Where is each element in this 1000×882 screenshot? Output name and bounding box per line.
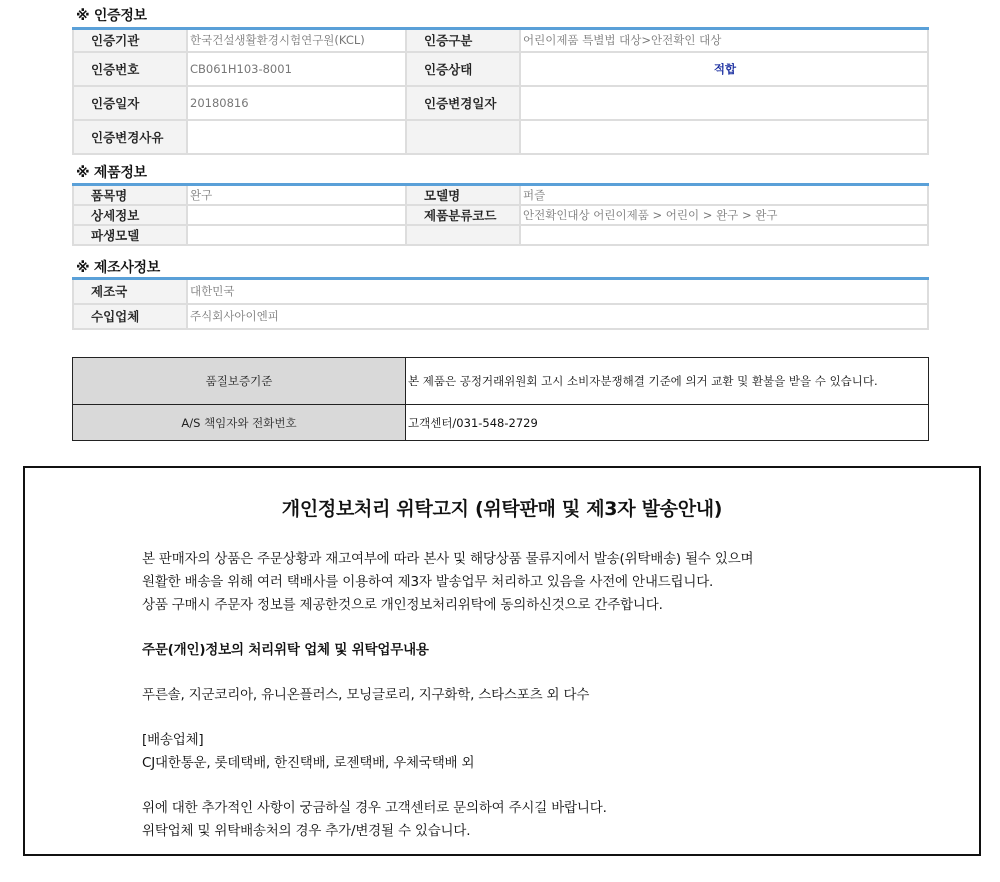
spacer	[142, 707, 753, 729]
notice-body	[142, 548, 753, 843]
label-importer: 수입업체	[73, 304, 187, 329]
label-cert-date: 인증일자	[73, 86, 187, 120]
spacer	[142, 775, 753, 797]
label-cert-status: 인증상태	[406, 52, 520, 86]
value-category-code: 안전확인대상 어린이제품 > 어린이 > 완구 > 완구	[520, 205, 928, 225]
section-title-manufacturer: ※ 제조사정보	[76, 260, 161, 276]
notice-title: 개인정보처리 위탁고지 (위탁판매 및 제3자 발송안내)	[281, 498, 723, 520]
cert-status-value: 적합	[713, 61, 737, 76]
value-cert-date: 20180816	[187, 86, 406, 120]
label-cert-number: 인증번호	[73, 52, 187, 86]
table-row	[73, 225, 928, 245]
notice-closing-line: 위에 대한 추가적인 사항이 궁금하실 경우 고객센터로 문의하여 주시길 바랍니다.	[142, 800, 607, 816]
value-cert-change-reason	[187, 120, 406, 154]
table-row	[73, 29, 928, 52]
notice-companies: 푸른솔, 지군코리아, 유니온플러스, 모닝글로리, 지구화학, 스타스포츠 외 다수	[142, 687, 590, 703]
value-empty	[520, 225, 928, 245]
notice-intro-line: 본 판매자의 상품은 주문상황과 재고여부에 따라 본사 및 해당상품 물류지에서 발송(위탁배송) 될수 있으며	[142, 551, 754, 567]
table-row	[73, 304, 928, 329]
table-row	[73, 52, 928, 86]
label-empty	[406, 225, 520, 245]
value-as-contact: 고객센터/031-548-2729	[406, 405, 929, 441]
product-table	[72, 183, 929, 246]
status-badge	[520, 52, 928, 86]
value-detail-info	[187, 205, 406, 225]
table-row	[73, 185, 928, 206]
label-cert-change-date: 인증변경일자	[406, 86, 520, 120]
spacer	[142, 662, 753, 684]
notice-closing-line: 위탁업체 및 위탁배송처의 경우 추가/변경될 수 있습니다.	[142, 823, 471, 839]
notice-subheading: 주문(개인)정보의 처리위탁 업체 및 위탁업무내용	[142, 642, 429, 658]
value-derived-model	[187, 225, 406, 245]
notice-intro-line: 상품 구매시 주문자 정보를 제공한것으로 개인정보처리위탁에 동의하신것으로 간주합니다.	[142, 597, 663, 613]
label-category-code: 제품분류코드	[406, 205, 520, 225]
value-empty	[520, 120, 928, 154]
value-country: 대한민국	[187, 279, 928, 304]
label-model-name: 모델명	[406, 185, 520, 206]
value-cert-type: 어린이제품 특별법 대상>안전확인 대상	[520, 29, 928, 52]
manufacturer-table	[72, 277, 929, 330]
value-item-name: 완구	[187, 185, 406, 206]
label-as-contact: A/S 책임자와 전화번호	[73, 405, 406, 441]
privacy-notice-box	[23, 466, 981, 856]
value-importer: 주식회사아이엔피	[187, 304, 928, 329]
table-row	[73, 205, 928, 225]
label-detail-info: 상세정보	[73, 205, 187, 225]
notice-intro-line: 원활한 배송을 위해 여러 택배사를 이용하여 제3자 발송업무 처리하고 있음을 사전에 안내드립니다.	[142, 574, 714, 590]
certification-table	[72, 27, 929, 155]
table-row	[73, 86, 928, 120]
value-cert-number: CB061H103-8001	[187, 52, 406, 86]
value-cert-agency: 한국건설생활환경시험연구원(KCL)	[187, 29, 406, 52]
label-cert-change-reason: 인증변경사유	[73, 120, 187, 154]
value-cert-change-date	[520, 86, 928, 120]
table-row	[73, 279, 928, 304]
section-title-product: ※ 제품정보	[76, 165, 147, 181]
spacer	[142, 617, 753, 639]
value-model-name: 퍼즐	[520, 185, 928, 206]
label-cert-agency: 인증기관	[73, 29, 187, 52]
notice-shipping-label: [배송업체]	[142, 732, 204, 748]
label-derived-model: 파생모델	[73, 225, 187, 245]
label-item-name: 품목명	[73, 185, 187, 206]
table-row	[73, 405, 929, 441]
value-quality-standard: 본 제품은 공정거래위원회 고시 소비자분쟁해결 기준에 의거 교환 및 환불을 받을 수 있습니다.	[406, 358, 929, 405]
quality-table	[72, 357, 929, 441]
section-title-certification: ※ 인증정보	[76, 8, 147, 24]
label-empty	[406, 120, 520, 154]
label-quality-standard: 품질보증기준	[73, 358, 406, 405]
label-cert-type: 인증구분	[406, 29, 520, 52]
table-row	[73, 358, 929, 405]
table-row	[73, 120, 928, 154]
notice-shipping-companies: CJ대한통운, 롯데택배, 한진택배, 로젠택배, 우체국택배 외	[142, 755, 475, 771]
label-country: 제조국	[73, 279, 187, 304]
